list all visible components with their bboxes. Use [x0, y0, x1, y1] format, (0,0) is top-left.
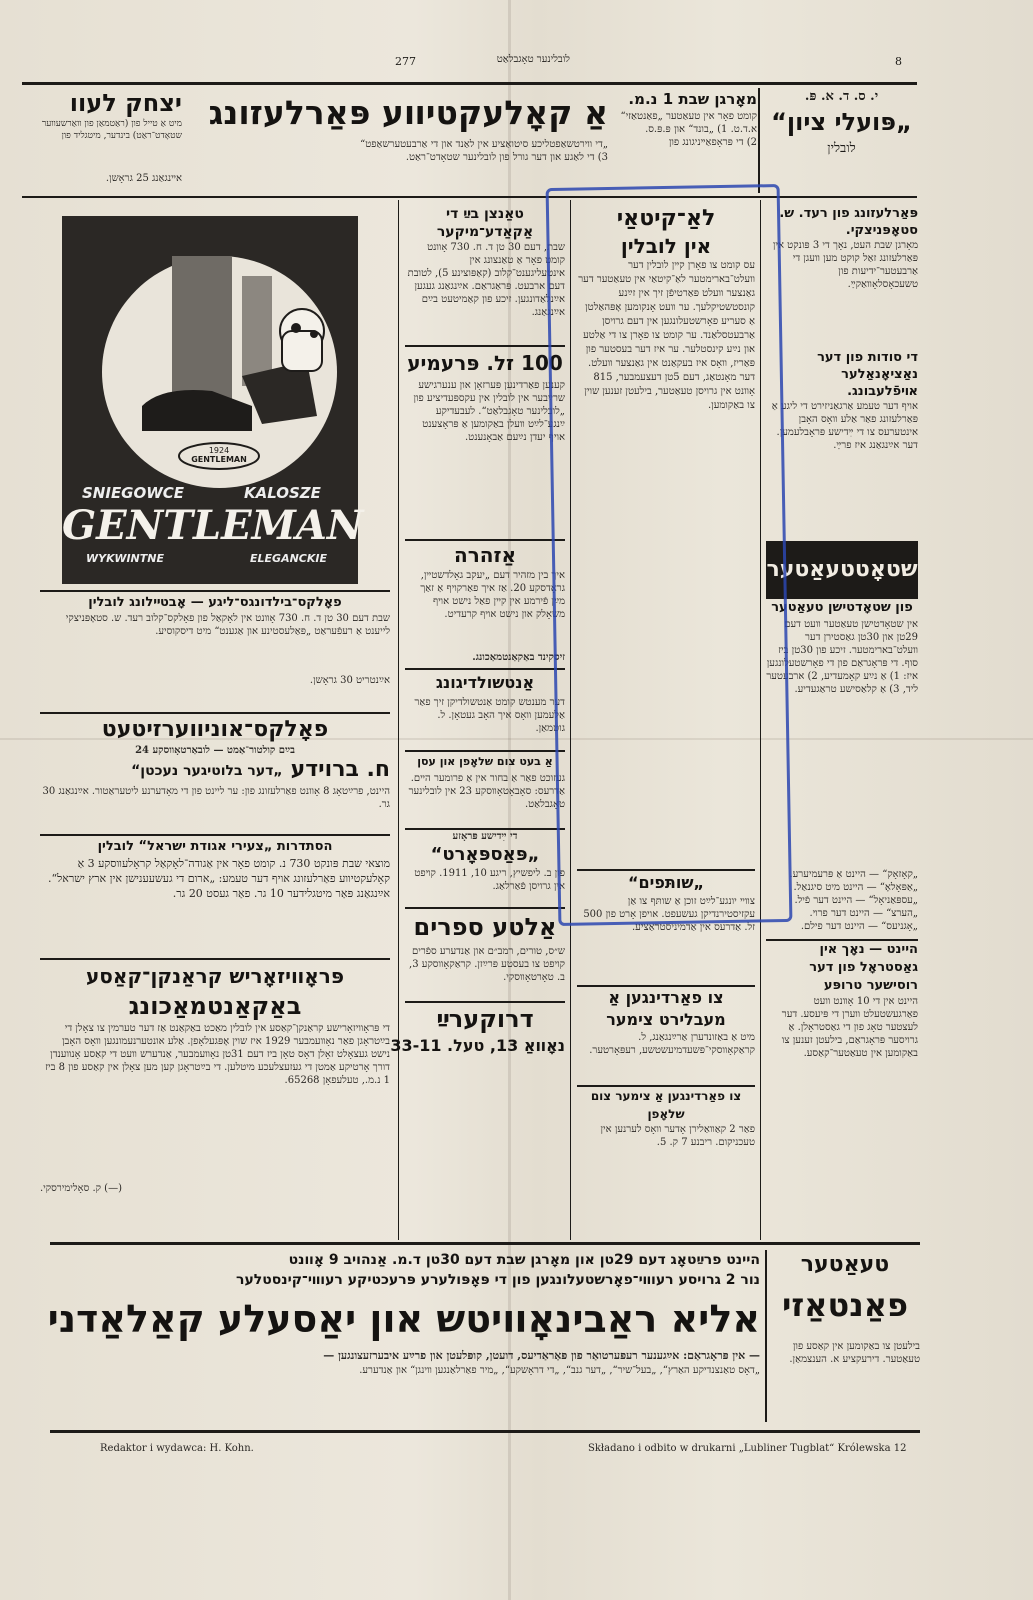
- ad-badge-name: GENTLEMAN: [191, 455, 247, 464]
- revue-program-2: „דאָס טאַנצנדיקע האַרץ“, „בעל־שיר“, „דער גנב“, „די דראָשקע“, „מיר פאַרלאַנגען װינגן“ און אַנדערע.: [359, 1365, 760, 1376]
- prize-text: קענען פאַרדינען פּערזאָן און ענערגישע שרײַבער אין לובלין אין עקספּעדיציע פון „לובלינער טאָגבלאַט“. לעבעדיקע ײַנגע־לײַט װעלן באַקומען אַ פּראָצענט אויף יעדן נײַעם אַבאָנענט.: [413, 380, 565, 443]
- cinema-item-5: „אָגניעס“ — היינט דער פילם.: [800, 921, 918, 932]
- top-rule: [22, 82, 917, 85]
- col1-rule-1: [40, 590, 390, 592]
- cinema-item-3: „עספּאַניאָל“ — היינט דער פֿיל.: [794, 895, 918, 906]
- book-head: די ײִדישע פּראָזע: [452, 831, 518, 842]
- col2-rule-2: [405, 539, 565, 541]
- blue-pen-annotation: [546, 184, 793, 926]
- univ-sub: בײַם קולטור־אַמט — לובאַרטאָװסקע 24: [135, 745, 295, 756]
- univ-lecturer: ח. ברוידע: [290, 757, 390, 782]
- ligue-price: אײַנטריט 30 גראָשן.: [309, 675, 390, 686]
- col2-rule-1: [405, 345, 565, 347]
- rent-title: צו פאַרדינגען אַ מעבלירט צימער: [606, 988, 726, 1029]
- room-title: אַ בעט צום שלאָפן און עסן: [417, 755, 553, 768]
- col2-rule-3: [405, 668, 565, 670]
- col2-rule-4: [405, 750, 565, 752]
- col4-rule-1: [766, 939, 918, 941]
- masthead-divider: [758, 88, 760, 193]
- rent2-text: פאַר 2 קאַװאַלירן אָדער װאָס לערנען אין טעכניקום. ריבנע 7 ק. 5.: [600, 1124, 755, 1148]
- thanks-text: דער מענטש קומט אַנטשולדיקן זיך פאַר אַלעמען װאָס איך האָב געטאָן. ל. גוטמאַן.: [414, 697, 565, 734]
- right-event-line-2: א.ד.ט. 1) „בונד“ און פּ.פּ.ס.: [645, 124, 757, 135]
- ad-right-tag: ELEGANCKIE: [250, 552, 327, 565]
- center-event-title: אַ קאָלעקטיװע פּאַרלעזונג: [208, 93, 608, 132]
- thanks-title: אַנטשולדיגונג: [435, 673, 535, 692]
- univ-block: [40, 716, 390, 826]
- theater-logo: שטאָטטעאַטער: [766, 541, 918, 599]
- left-event-title: יצחק לעוו: [69, 89, 182, 117]
- ad-brand: GENTLEMAN: [62, 502, 364, 549]
- theater-text: אין שטאָדטישן טעאַטער װעט דעם 29טן און 30טן גאַסטירן דער װעלט־בארימטער. זיכע פון 30טן ביז סוף. די פּראָגראַם פון די פאָרשטעלונגען איז: 1) אַ נײַע קאָמעדיע, 2) ארבעטער ליד, 3) אַ קלאַסישע טראַגעדיע.: [766, 619, 918, 695]
- secrets-text: אויף דער טעמע אַרגאַניזירט די ליגע אַ פּאַרלעזונג פאַר אַלע װאָס האָבן אינטערעס צו די ײִדישע פּראָבלעמען. דער אײַנגאַנג איז פרײַ.: [771, 401, 918, 451]
- cinema-item-2: „אַפּאָלאָ“ — היינט מיט סיגנאַל.: [793, 882, 918, 893]
- warning-text: איך בין מזהיר דעם „יעקב גאָלדשטײן, גראָדסקע 20. אַז איך פאַרקויף אַ זאַך מײַן פֿירמע אין קײן פאַל נישט אױף משאָלק און נישט אױף קרעדיט.: [420, 570, 565, 620]
- fantazi-block: [770, 1250, 920, 1430]
- left-event-line-1: מיט אַ טייל פון (ראַטמאַן פון װאַרשעװער שטאָדט־ראַט) בינדער, מיטגליד פון: [41, 119, 182, 141]
- party-logo-letters: י. ס. ד. א. פּ.: [804, 89, 879, 104]
- histadrut-text: מוצאי שבת פּונקט 730 נ. קומט פאָר אין אַגודה־לאָקאַל קראָלעװסקע 3 אַ קאָלעקטיװע פאַרלעזונג אויף דער טעמע: „ארום די געשעענישן אין ארץ ישראל“. אײַנגאַנג פּאַר מיטגלידער 10 גר. פאַר געסט 20 גר.: [47, 857, 390, 900]
- bottom-band-top-rule: [50, 1242, 920, 1245]
- univ-topic: „דער בלוטיגער נעכטן“: [131, 763, 283, 779]
- partners-title: „שותּפים“: [628, 873, 704, 892]
- today-title: היינט — נאָך אין גאַסטראָל פון דער רוסישער טרופּע: [809, 942, 918, 993]
- revue-program: — אין פּראָגראַם: אײַגענער רעפּערטואַר פון פּאַראַדיעס, דועטן, קופּלעטן און פרײַע איבערזעצונגען —: [323, 1349, 760, 1362]
- col1-rule-3: [40, 834, 390, 836]
- party-box: [764, 88, 919, 198]
- masthead-rule: [22, 196, 917, 198]
- lecture-text: מאָרגן שבת העט, נאָך די 3 פּונקט אין פּאַרלעזונג זאַל קוקט מען וועגן די אַרבעטער־ידיעות פון טשעכאָסלאָװאַקײַ.: [772, 240, 918, 290]
- left-event-line-2: אײנגאַנג 25 גראָשן.: [105, 173, 182, 184]
- right-event-box: [612, 88, 757, 198]
- gentleman-ad: [62, 216, 364, 584]
- prof-title: פּראָװיזאָריש קראַנקן־קאַסע: [85, 964, 345, 988]
- ligue-block: [40, 594, 390, 714]
- ad-badge: [179, 446, 259, 464]
- col-divider-1: [398, 200, 399, 1240]
- histadrut-block: [40, 838, 390, 956]
- partners-text: צװײ יונגע־לײַט זוכן אַ שותּף צו אַן עקזיסטירנדיקן געשעפט. אויפן אָרט פון 500 זל. אַדרעס אין אַדמיניסטראַציע.: [583, 896, 755, 933]
- ad-left-tag: WYKWINTNE: [86, 552, 164, 565]
- old-books-text: ש״ס, טורים, רמב״ם און אַנדערע ספֿרים קויפט צו בעסטע פּרײַזן. קראַקאָװסקע 3, ב. טאָרטאָװסקי.: [409, 946, 565, 983]
- center-event-line: „די װירטשאַפטליכע סיטואַציע אין לאַנד און די אַרבעטערשאַפט“: [360, 139, 608, 150]
- prof-block: [40, 962, 390, 1224]
- ad-left-word: SNIEGOWCE: [82, 484, 185, 502]
- warning-title: אַזהרה: [453, 543, 517, 567]
- univ-text: היינט, פרײַטאָג 8 אָװנט פאַרלעזונג פון: ער ליינט פון די מאָדערנע ליטעראַטור. אײַנגאַנג 30 גר.: [42, 786, 390, 810]
- bottom-band-rule: [50, 1430, 920, 1433]
- revue-sub-line: נור 2 גרויסע רעװױ־פאָרשטעלונגען פון די פּאָפּולערע פּרעכטיקע רעװױ־קינסטלער: [236, 1272, 760, 1288]
- revue-block: [47, 1250, 760, 1426]
- rent2-title: צו פאַרדינגען אַ צימער צום שלאָפן: [590, 1089, 742, 1121]
- dance-title: טאַנצן בײַ די אַקאַדע־מיקער: [436, 206, 534, 240]
- article-title: לאַ־קיטאַי: [616, 206, 716, 231]
- book-text: פון ב. ליפשיץ, ריגע 10, 1911. קױפט אין גרויסן פֿאַרלאַג.: [414, 868, 565, 892]
- article-text: עס קומט צו פאָרן קײן לובלין דער װעלט־בארימטער לאַ־קיטאַי אין טעאַטער דער גאַנצער װעלט פּאַרטיפֿן זיך אין זײַנע קונסטשטיקלעך. ער װעט אָנקומען אָפּהאַלטן אַ סעריע פאָרשטעלונגען אין דעם גרויסן אַרבעטסלאַנד. ער קומט צו פאָרן צו די אַלטע און נײַע קינסטלער. ער איז דער בעסטער פון פּאַריז, װאָס איז בעקאַנט אין גאַנצער װעלט. דער מאָנטאַג, דעם 5טן דעצעמבער, 815 אָװנט אין גרויסן טעאַטער, בילעטן זענען שוין צו באַקומען.: [578, 260, 755, 411]
- right-event-line-3: 2) די פּראָפאַײניגונג פון: [668, 137, 757, 148]
- univ-title: פאָלקס־אוניװערזיטעט: [101, 717, 329, 742]
- corner-number: 8: [895, 55, 902, 68]
- cinema-item-1: „קאָזאָק“ — היינט אַ פּרעמיערע.: [789, 869, 918, 880]
- col1-rule-4: [40, 958, 390, 960]
- revue-top-line: היינט פרײַטאָג דעם 29טן און מאָרגן שבת דעם 30טן ד.מ. אַנהויב 9 אָװנט: [288, 1252, 760, 1268]
- left-event-box: [22, 88, 182, 198]
- col2-rule-5: [405, 828, 565, 830]
- secrets-title: די סודות פון דער נאַציאָנאַלער אױפֿלעבונג.: [817, 350, 918, 399]
- column-2: [390, 205, 565, 1235]
- col2-rule-7: [405, 1001, 565, 1003]
- center-event-sub: 3) די לאַגע און דער גורל פון לובלינער שטאָדט־ראַט.: [405, 152, 608, 163]
- notice-line: זיסקינד באַקאַנטמאַכונג.: [472, 652, 565, 663]
- histadrut-title: הסתדרות „צעירי אגודת ישראל“ לובלין: [97, 839, 333, 854]
- center-event-box: [188, 88, 608, 198]
- book-title: „פּאַספּאָרט“: [430, 844, 540, 865]
- theater-title: פון שטאָדטישן טעאַטער: [771, 600, 913, 615]
- fantazi-note: בילעטן צו באַקומען אין קאַסע פון טעאַטער. דירעקציע א. הענצמאַן.: [789, 1341, 920, 1365]
- fantazi-word: טעאַטער: [800, 1252, 890, 1277]
- col3-rule-2: [577, 985, 755, 987]
- running-title: לובלינער טאָגבלאַט: [496, 54, 570, 65]
- printer-addr: נאָװאַ 13, טעל. 33-11: [390, 1036, 565, 1055]
- party-name: „פּועלי ציון“: [771, 108, 912, 136]
- ad-right-word: KALOSZE: [244, 484, 321, 502]
- dance-text: שבת, דעם 30 טן ד. ח. 730 אָװנט קומט פאָר אַ טאַנצונג אין אינטעליגענט־קלוב (קאַפּוצינע 5), לטובת דעם ארבעט. פּראַגראַם. אײַנגאַנג געגען אײַנלאַדונגען. זיכע פון קאַמיטעט בײַם אײַנגאַנג.: [407, 242, 565, 318]
- printer-title: דרוקערײַ: [436, 1005, 534, 1033]
- prize-title: 100 זל. פּרעמיע: [407, 351, 563, 375]
- col2-rule-6: [405, 907, 565, 909]
- ad-badge-year: 1924: [208, 446, 230, 455]
- ligue-text: שבת דעם 30 טן ד. ח. 730 אָװנט אין לאָקאַל פון פאָלקס־קלוב רעד. ש. סטאָפּניצקי לייענט אַ רעפֿעראַט „פּאַלעסטינע און אַגענט“ מיט דיסקוסיע.: [65, 613, 390, 637]
- party-city: לובלין: [827, 141, 856, 156]
- today-text: היינט אין די 10 אָװנט װעט פאַרגעשטעלט װערן די פּיעסע. דער לעצטער טאָג פון די גאַסטראָלן. אַ גרויסער פּראָגראַם, בילעטן זענען צו באַקומען אין טעאַטער־קאַסע.: [781, 996, 918, 1059]
- ligue-title: פאָלקס־בילדונגס־ליגע — אָבטײלונג לובלין: [88, 595, 342, 610]
- right-event-line-1: קומט פאָר אין טעאַטער „פאַנטאַזי“: [620, 111, 757, 122]
- col3-rule-3: [577, 1085, 755, 1087]
- ad-circle: [102, 256, 337, 488]
- footer-printer: Składano i odbito w drukarni „Lubliner Tugblat“ Królewska 12: [588, 1443, 907, 1454]
- prof-sub: באַקאַנטמאַכונג: [128, 992, 302, 1020]
- room-text: געזוכט פאַר אַ בחור אין אַ פרומער הײם. אַדרעס: סאָבאָטאָװסקע 23 אין לובלינער טאָגבלאַט.: [408, 773, 565, 810]
- lecture-title: פּאַרלעזונג פון רעד. ש. סטאָפּניצקי.: [779, 206, 918, 238]
- old-books-title: אַלטע ספרים: [413, 913, 557, 941]
- col1-rule-2: [40, 712, 390, 714]
- right-event-head: מאָרגן שבת 1 נ.מ.: [628, 90, 757, 108]
- revue-artists: אליא ראַבינאָװיטש און יאַסעלע קאַלאַדני: [47, 1297, 760, 1341]
- prof-sign: (—) ק. סאָלימירסקי.: [40, 1183, 122, 1194]
- page-number: 277: [395, 55, 416, 68]
- cinema-item-4: „הערצ“ — היינט דער פרױ.: [809, 908, 918, 919]
- bottom-divider: [765, 1250, 767, 1422]
- rent-text: מיט אַ באַזונדערן אַרײַנגאַנג, ל. קראַקאָװסקי־פּשעדמיעשטשע, רעפּאָרטער.: [589, 1032, 755, 1056]
- article-sub: אין לובלין: [620, 234, 712, 258]
- fantazi-name: פאַנטאַזי: [781, 1286, 909, 1324]
- prof-text: די פּראָװיזאָרישע קראַנקן־קאַסע אין לובלין מאַכט באַקאַנט אַז דער טערמין צו צאָלן די בײַטראָגן פאַר נאָװעמבער 1929 איז שוין אָפּגעלאָפן. אַלע אונטערנעמונגען װאָס האָבן נישט געצאָלט זאָלן דאָס טאָן ביז דעם 31טן נאָװעמבער, אַנדערש װעט די קאַסע אָנװענדן דורך אָרטיקע אַמטן די געזעצלעכע מיטלען. די בײַטראָגן קען מען צאָלן אין קאַסע פון 8 ביז 1 נ.מ., טעלעפאָן 65268.: [45, 1023, 390, 1086]
- footer-editor: Redaktor i wydawca: H. Kohn.: [100, 1443, 254, 1454]
